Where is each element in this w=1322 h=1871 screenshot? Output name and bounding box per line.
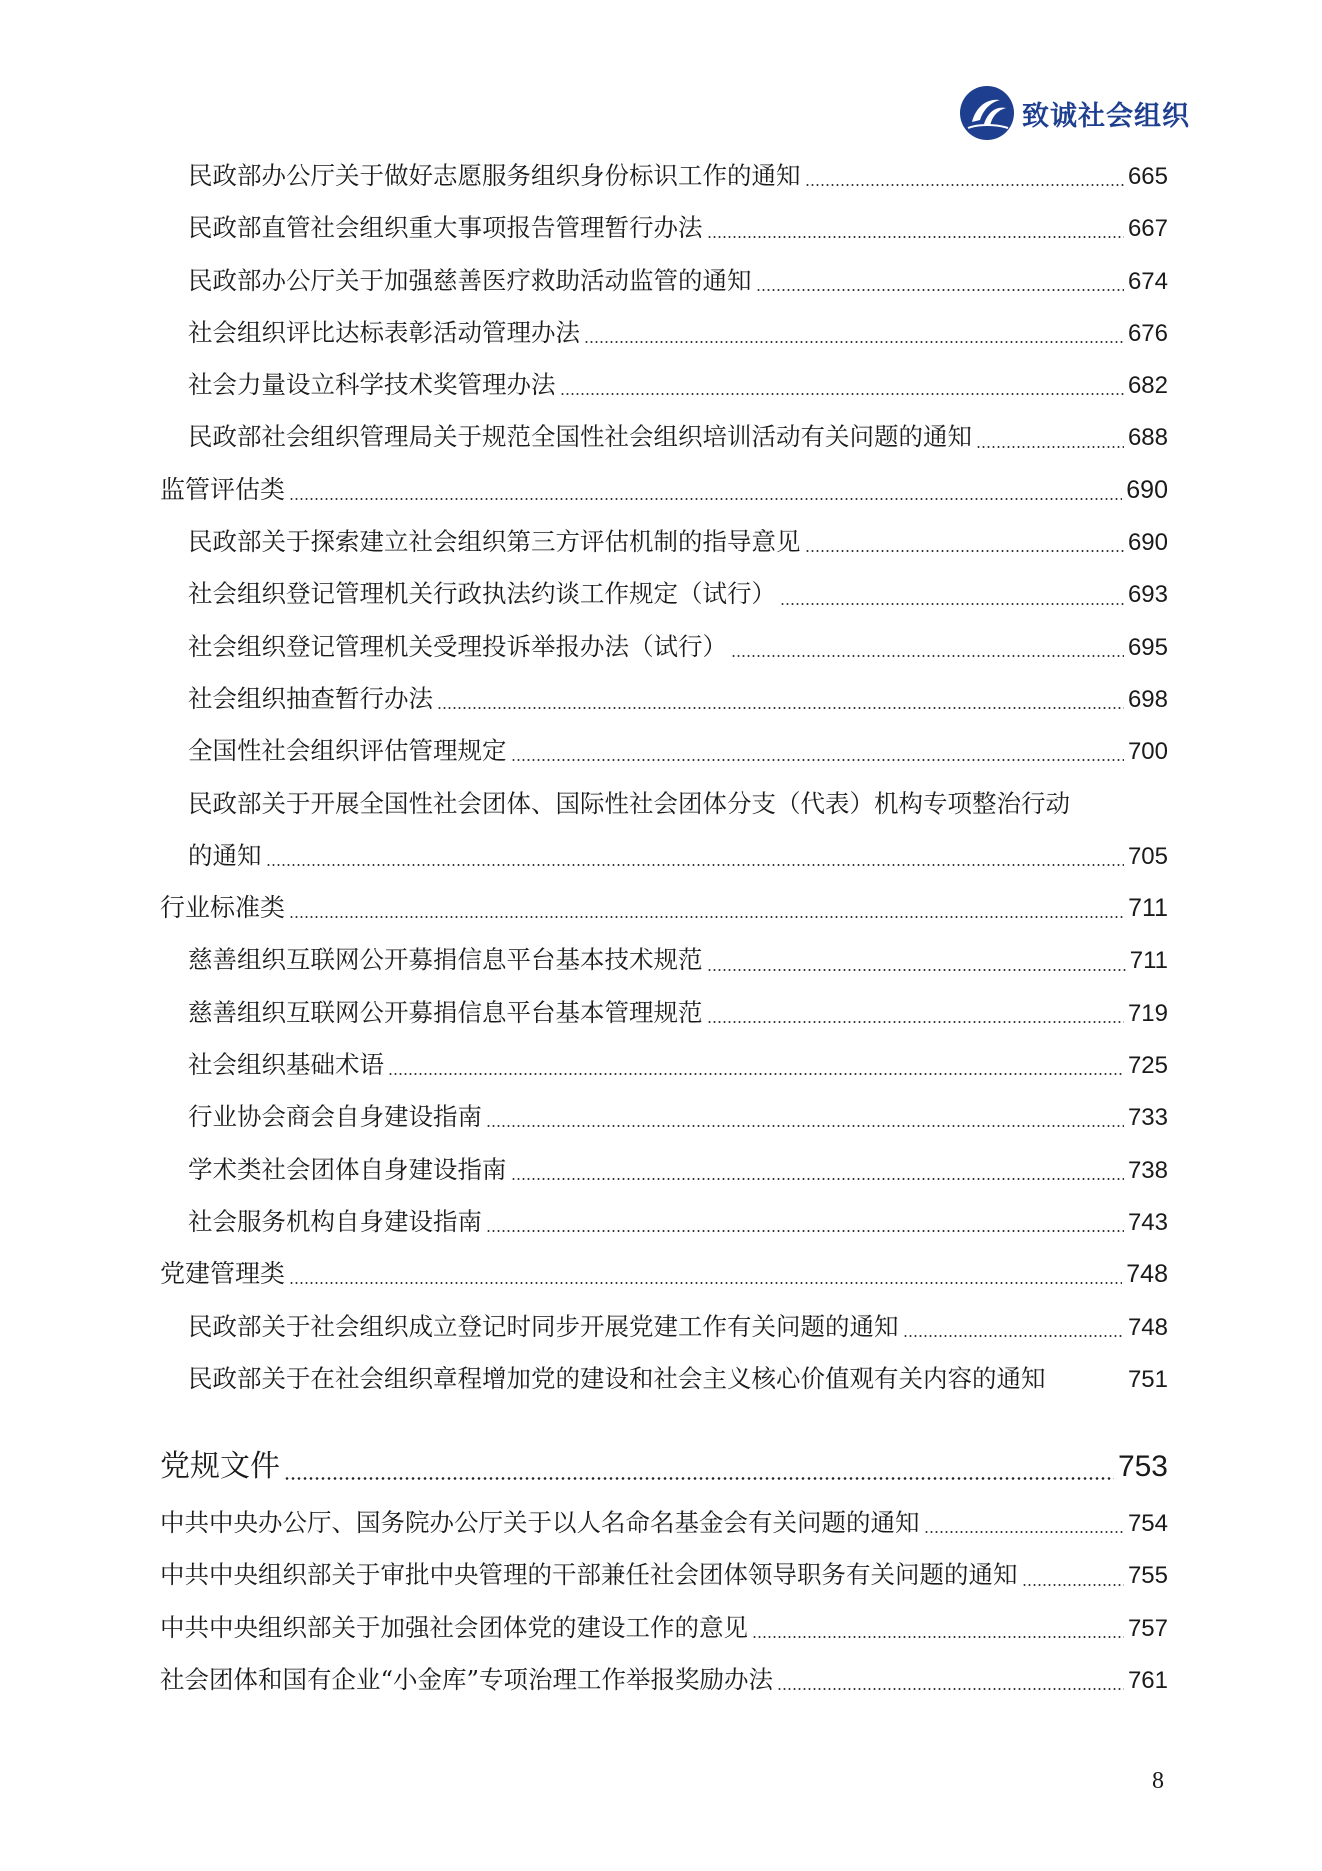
toc-entry-title: 民政部关于探索建立社会组织第三方评估机制的指导意见: [188, 527, 801, 557]
toc-entry-title: 中共中央组织部关于加强社会团体党的建设工作的意见: [160, 1612, 748, 1642]
toc-entry-title: 中共中央办公厅、国务院办公厅关于以人名命名基金会有关问题的通知: [160, 1508, 920, 1538]
leader-dots: [924, 1531, 1124, 1533]
toc-entry-title: 社会力量设立科学技术奖管理办法: [188, 370, 556, 400]
leader-dots: [707, 1021, 1124, 1023]
leader-dots: [560, 393, 1124, 395]
toc-entry-title: 民政部社会组织管理局关于规范全国性社会组织培训活动有关问题的通知: [188, 422, 972, 452]
toc-entry-page: 665: [1127, 163, 1168, 190]
toc-entry-title: 民政部办公厅关于做好志愿服务组织身份标识工作的通知: [188, 161, 801, 190]
toc-entry-page: 711: [1129, 947, 1168, 975]
toc-entry[interactable]: [160, 150, 1168, 202]
toc-entry-page: 693: [1127, 581, 1168, 609]
toc-major-section[interactable]: [160, 1437, 1168, 1497]
toc-entry-page: 690: [1127, 529, 1168, 557]
toc-entry[interactable]: [160, 516, 1168, 568]
toc-entry-title: 的通知: [188, 840, 262, 870]
leader-dots: [437, 707, 1124, 709]
toc-entry[interactable]: [160, 202, 1168, 254]
leader-dots: [903, 1335, 1124, 1337]
leader-dots: [780, 603, 1124, 605]
toc-entry-page: 667: [1127, 215, 1168, 243]
toc-entry[interactable]: [160, 411, 1168, 463]
toc-entry-page: 688: [1127, 424, 1168, 452]
toc-entry-page: 743: [1127, 1208, 1168, 1236]
toc-section-title: 党建管理类: [160, 1259, 286, 1289]
toc-entry-title: 社会组织评比达标表彰活动管理办法: [188, 317, 580, 347]
toc-major-section-page: 753: [1117, 1450, 1168, 1484]
toc-entry[interactable]: [160, 1497, 1168, 1549]
leader-dots: [511, 759, 1124, 761]
toc-entry-page: 698: [1127, 685, 1168, 713]
toc-major-section-title: 党规文件: [160, 1449, 280, 1485]
leader-dots: [707, 236, 1124, 238]
toc-entry-title: 慈善组织互联网公开募捐信息平台基本管理规范: [188, 997, 703, 1027]
leader-dots: [289, 1282, 1122, 1284]
toc-entry-title: 社会组织登记管理机关行政执法约谈工作规定（试行）: [188, 579, 776, 609]
logo-globe-icon: [958, 84, 1016, 142]
toc-entry-page: 755: [1127, 1562, 1168, 1590]
toc-entry-page: 725: [1127, 1052, 1168, 1080]
section-gap: [160, 1405, 1168, 1437]
toc-entry-page: 682: [1127, 372, 1168, 400]
toc-section-page: 690: [1126, 475, 1168, 504]
toc-entry-wrapped-line1[interactable]: 民政部关于开展全国性社会团体、国际性社会团体分支（代表）机构专项整治行动: [188, 788, 1070, 818]
toc-entry[interactable]: [160, 1654, 1168, 1706]
leader-dots: [486, 1125, 1124, 1127]
toc-entry-title: 民政部关于在社会组织章程增加党的建设和社会主义核心价值观有关内容的通知: [188, 1363, 1046, 1393]
toc-entry-page: 754: [1127, 1510, 1168, 1538]
leader-dots: [805, 184, 1124, 186]
logo: [958, 84, 1190, 142]
toc-entry-page: 738: [1127, 1156, 1168, 1184]
toc-entry-page: 751: [1127, 1365, 1168, 1393]
leader-dots: [1022, 1584, 1124, 1586]
toc-entry[interactable]: [160, 1091, 1168, 1143]
toc-entry-wrapped-line2[interactable]: [160, 830, 1168, 882]
leader-dots: [266, 864, 1124, 866]
toc-entry-title: 社会组织抽查暂行办法: [188, 683, 433, 713]
leader-dots: [752, 1636, 1124, 1638]
toc-entry[interactable]: [160, 987, 1168, 1039]
toc-entry[interactable]: [160, 1144, 1168, 1196]
toc-entry[interactable]: [160, 725, 1168, 777]
toc-entry-title: 民政部直管社会组织重大事项报告管理暂行办法: [188, 213, 703, 243]
toc-entry-title: 全国性社会组织评估管理规定: [188, 736, 507, 766]
leader-dots: [289, 498, 1122, 500]
toc-entry-page: 700: [1127, 738, 1168, 766]
leader-dots: [777, 1688, 1124, 1690]
toc-entry-page: 757: [1127, 1614, 1168, 1642]
toc-entry[interactable]: [160, 568, 1168, 620]
logo-text: 致诚社会组织: [1022, 100, 1190, 132]
toc-entry-title: 社会组织基础术语: [188, 1050, 384, 1080]
toc-entry[interactable]: [160, 1039, 1168, 1091]
leader-dots: [584, 341, 1124, 343]
toc-entry-page: 705: [1127, 842, 1168, 870]
toc-entry[interactable]: [160, 255, 1168, 307]
toc-section-party[interactable]: [160, 1248, 1168, 1300]
toc-entry-page: 761: [1127, 1667, 1168, 1695]
toc-entry-title: 民政部办公厅关于加强慈善医疗救助活动监管的通知: [188, 265, 752, 295]
toc-entry[interactable]: [160, 1301, 1168, 1353]
toc-section-page: 748: [1126, 1260, 1168, 1289]
toc-entry-title: 中共中央组织部关于审批中央管理的干部兼任社会团体领导职务有关问题的通知: [160, 1560, 1018, 1590]
toc-entry-page: 674: [1127, 267, 1168, 295]
toc-entry[interactable]: [160, 307, 1168, 359]
toc-entry-page: 695: [1127, 633, 1168, 661]
leader-dots: [289, 916, 1124, 918]
toc-entry-title: 社会团体和国有企业“小金库”专项治理工作举报奖励办法: [160, 1665, 774, 1695]
leader-dots: [707, 969, 1126, 971]
toc-entry-title: 慈善组织互联网公开募捐信息平台基本技术规范: [188, 945, 703, 975]
toc-entry-title: 社会服务机构自身建设指南: [188, 1206, 482, 1236]
table-of-contents: [160, 150, 1168, 1706]
toc-entry-page: 733: [1127, 1104, 1168, 1132]
leader-dots: [731, 655, 1124, 657]
toc-entry-title: 社会组织登记管理机关受理投诉举报办法（试行）: [188, 631, 727, 661]
toc-section-page: 711: [1128, 894, 1168, 923]
toc-entry[interactable]: [160, 1602, 1168, 1654]
toc-section-title: 监管评估类: [160, 474, 286, 504]
toc-entry-title: 学术类社会团体自身建设指南: [188, 1154, 507, 1184]
toc-section-supervision[interactable]: [160, 464, 1168, 516]
toc-entry[interactable]: [160, 621, 1168, 673]
page-number: 8: [1152, 1768, 1164, 1794]
toc-entry-title: 民政部关于社会组织成立登记时同步开展党建工作有关问题的通知: [188, 1311, 899, 1341]
leader-dots: [756, 289, 1124, 291]
toc-entry-page: 676: [1127, 319, 1168, 347]
toc-section-standards[interactable]: [160, 882, 1168, 934]
toc-entry[interactable]: [160, 673, 1168, 725]
toc-entry[interactable]: [160, 1353, 1168, 1405]
leader-dots: [388, 1073, 1124, 1075]
toc-entry[interactable]: [160, 1196, 1168, 1248]
toc-entry[interactable]: [160, 1549, 1168, 1601]
toc-entry[interactable]: [160, 934, 1168, 986]
leader-dots: [486, 1230, 1124, 1232]
leader-dots: [511, 1178, 1124, 1180]
toc-entry[interactable]: [160, 359, 1168, 411]
toc-entry-page: 748: [1127, 1313, 1168, 1341]
toc-entry-title: 行业协会商会自身建设指南: [188, 1102, 482, 1132]
leader-dots: [284, 1477, 1114, 1480]
toc-section-title: 行业标准类: [160, 893, 286, 923]
leader-dots: [805, 550, 1124, 552]
toc-entry-page: 719: [1127, 999, 1168, 1027]
leader-dots: [976, 446, 1124, 448]
